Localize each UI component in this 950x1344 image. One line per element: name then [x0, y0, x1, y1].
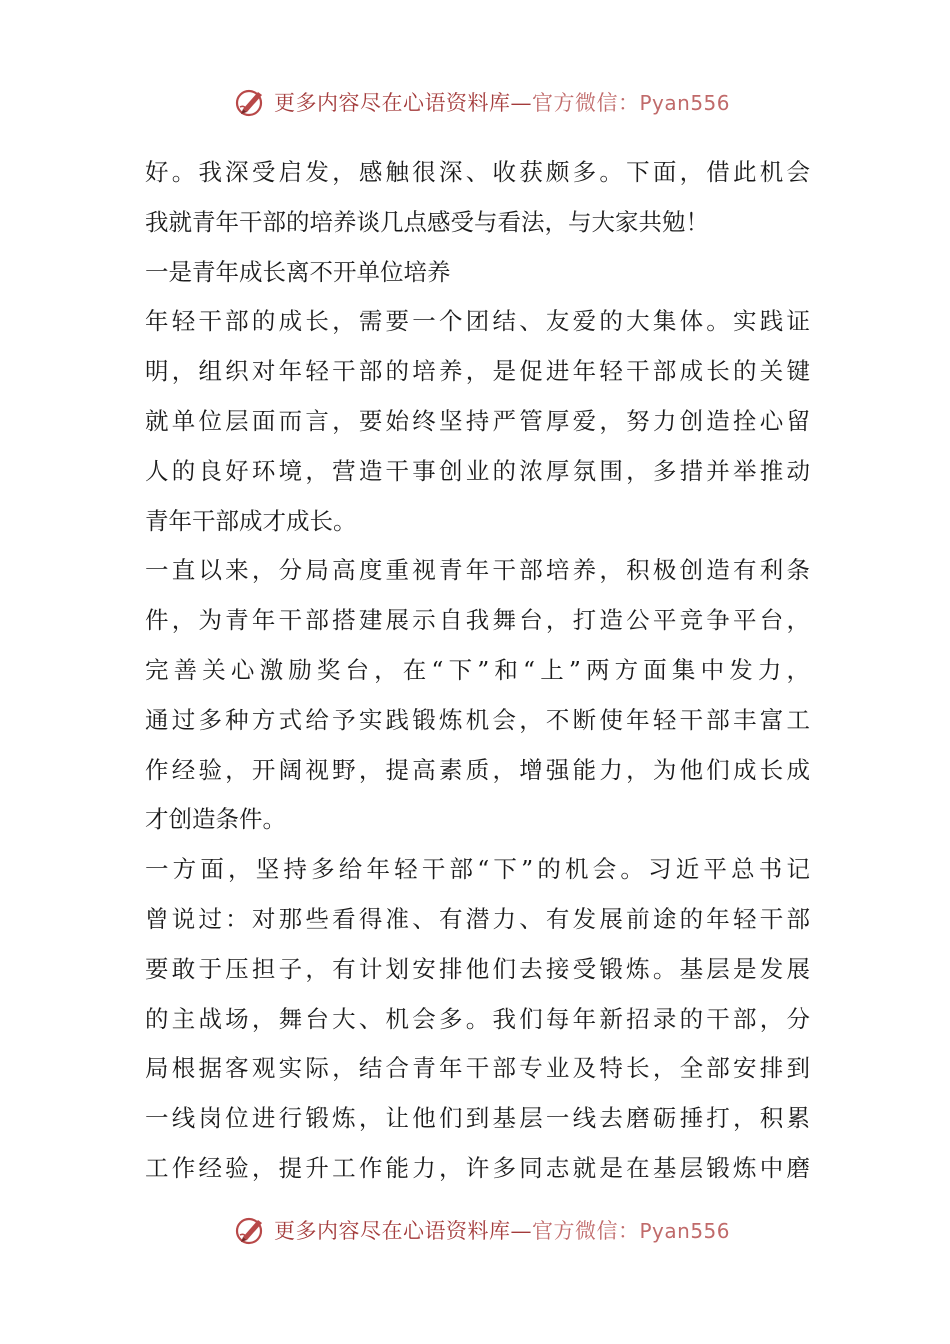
text-line: 完善关心激励奖台，在“下”和“上”两方面集中发力，	[145, 655, 810, 684]
text-line: 的主战场，舞台大、机会多。我们每年新招录的干部，分	[145, 1004, 810, 1033]
text-line: 作经验，开阔视野，提高素质，增强能力，为他们成长成	[145, 755, 810, 784]
footer-banner	[0, 1210, 950, 1250]
text-line: 一线岗位进行锻炼，让他们到基层一线去磨砺捶打，积累	[145, 1104, 810, 1133]
text-line: 青年干部成才成长。	[145, 506, 357, 535]
banner-text	[274, 1215, 730, 1245]
pen-logo-icon	[234, 1213, 268, 1247]
banner-wechat-id: Pyan556	[639, 91, 730, 115]
text-line: 工作经验，提升工作能力，许多同志就是在基层锻炼中磨	[145, 1153, 810, 1182]
banner-wechat-id: Pyan556	[639, 1219, 730, 1243]
banner-brand: 更多内容尽在心语资料库	[273, 1219, 511, 1243]
text-line: 人的良好环境，营造干事创业的浓厚氛围，多措并举推动	[145, 456, 810, 485]
text-line: 一方面，坚持多给年轻干部“下”的机会。习近平总书记	[145, 855, 810, 884]
banner-dash: —	[510, 1219, 532, 1243]
text-line: 才创造条件。	[145, 805, 286, 834]
pen-logo-icon	[234, 85, 268, 119]
header-banner	[0, 82, 950, 122]
banner-dash: —	[510, 91, 532, 115]
text-line: 件，为青年干部搭建展示自我舞台，打造公平竞争平台，	[145, 606, 810, 635]
text-line: 明，组织对年轻干部的培养，是促进年轻干部成长的关键	[145, 357, 810, 386]
banner-wechat-label: 官方微信：	[531, 1219, 640, 1243]
text-line: 曾说过：对那些看得准、有潜力、有发展前途的年轻干部	[145, 904, 810, 933]
text-line: 我就青年干部的培养谈几点感受与看法，与大家共勉！	[145, 207, 709, 236]
text-line: 通过多种方式给予实践锻炼机会，不断使年轻干部丰富工	[145, 705, 810, 734]
text-line: 就单位层面而言，要始终坚持严管厚爱，努力创造拴心留	[145, 406, 810, 435]
text-line: 年轻干部的成长，需要一个团结、友爱的大集体。实践证	[145, 307, 810, 336]
banner-wechat-label: 官方微信：	[531, 91, 640, 115]
text-line: 局根据客观实际，结合青年干部专业及特长，全部安排到	[145, 1054, 810, 1083]
text-line: 好。我深受启发，感触很深、收获颇多。下面，借此机会	[145, 158, 810, 186]
banner-brand: 更多内容尽在心语资料库	[273, 91, 511, 115]
text-line: 一是青年成长离不开单位培养	[145, 257, 451, 286]
banner-text	[274, 87, 730, 117]
text-line: 一直以来，分局高度重视青年干部培养，积极创造有利条	[145, 556, 810, 585]
text-line: 要敢于压担子，有计划安排他们去接受锻炼。基层是发展	[145, 954, 810, 983]
document-body	[145, 148, 810, 1194]
